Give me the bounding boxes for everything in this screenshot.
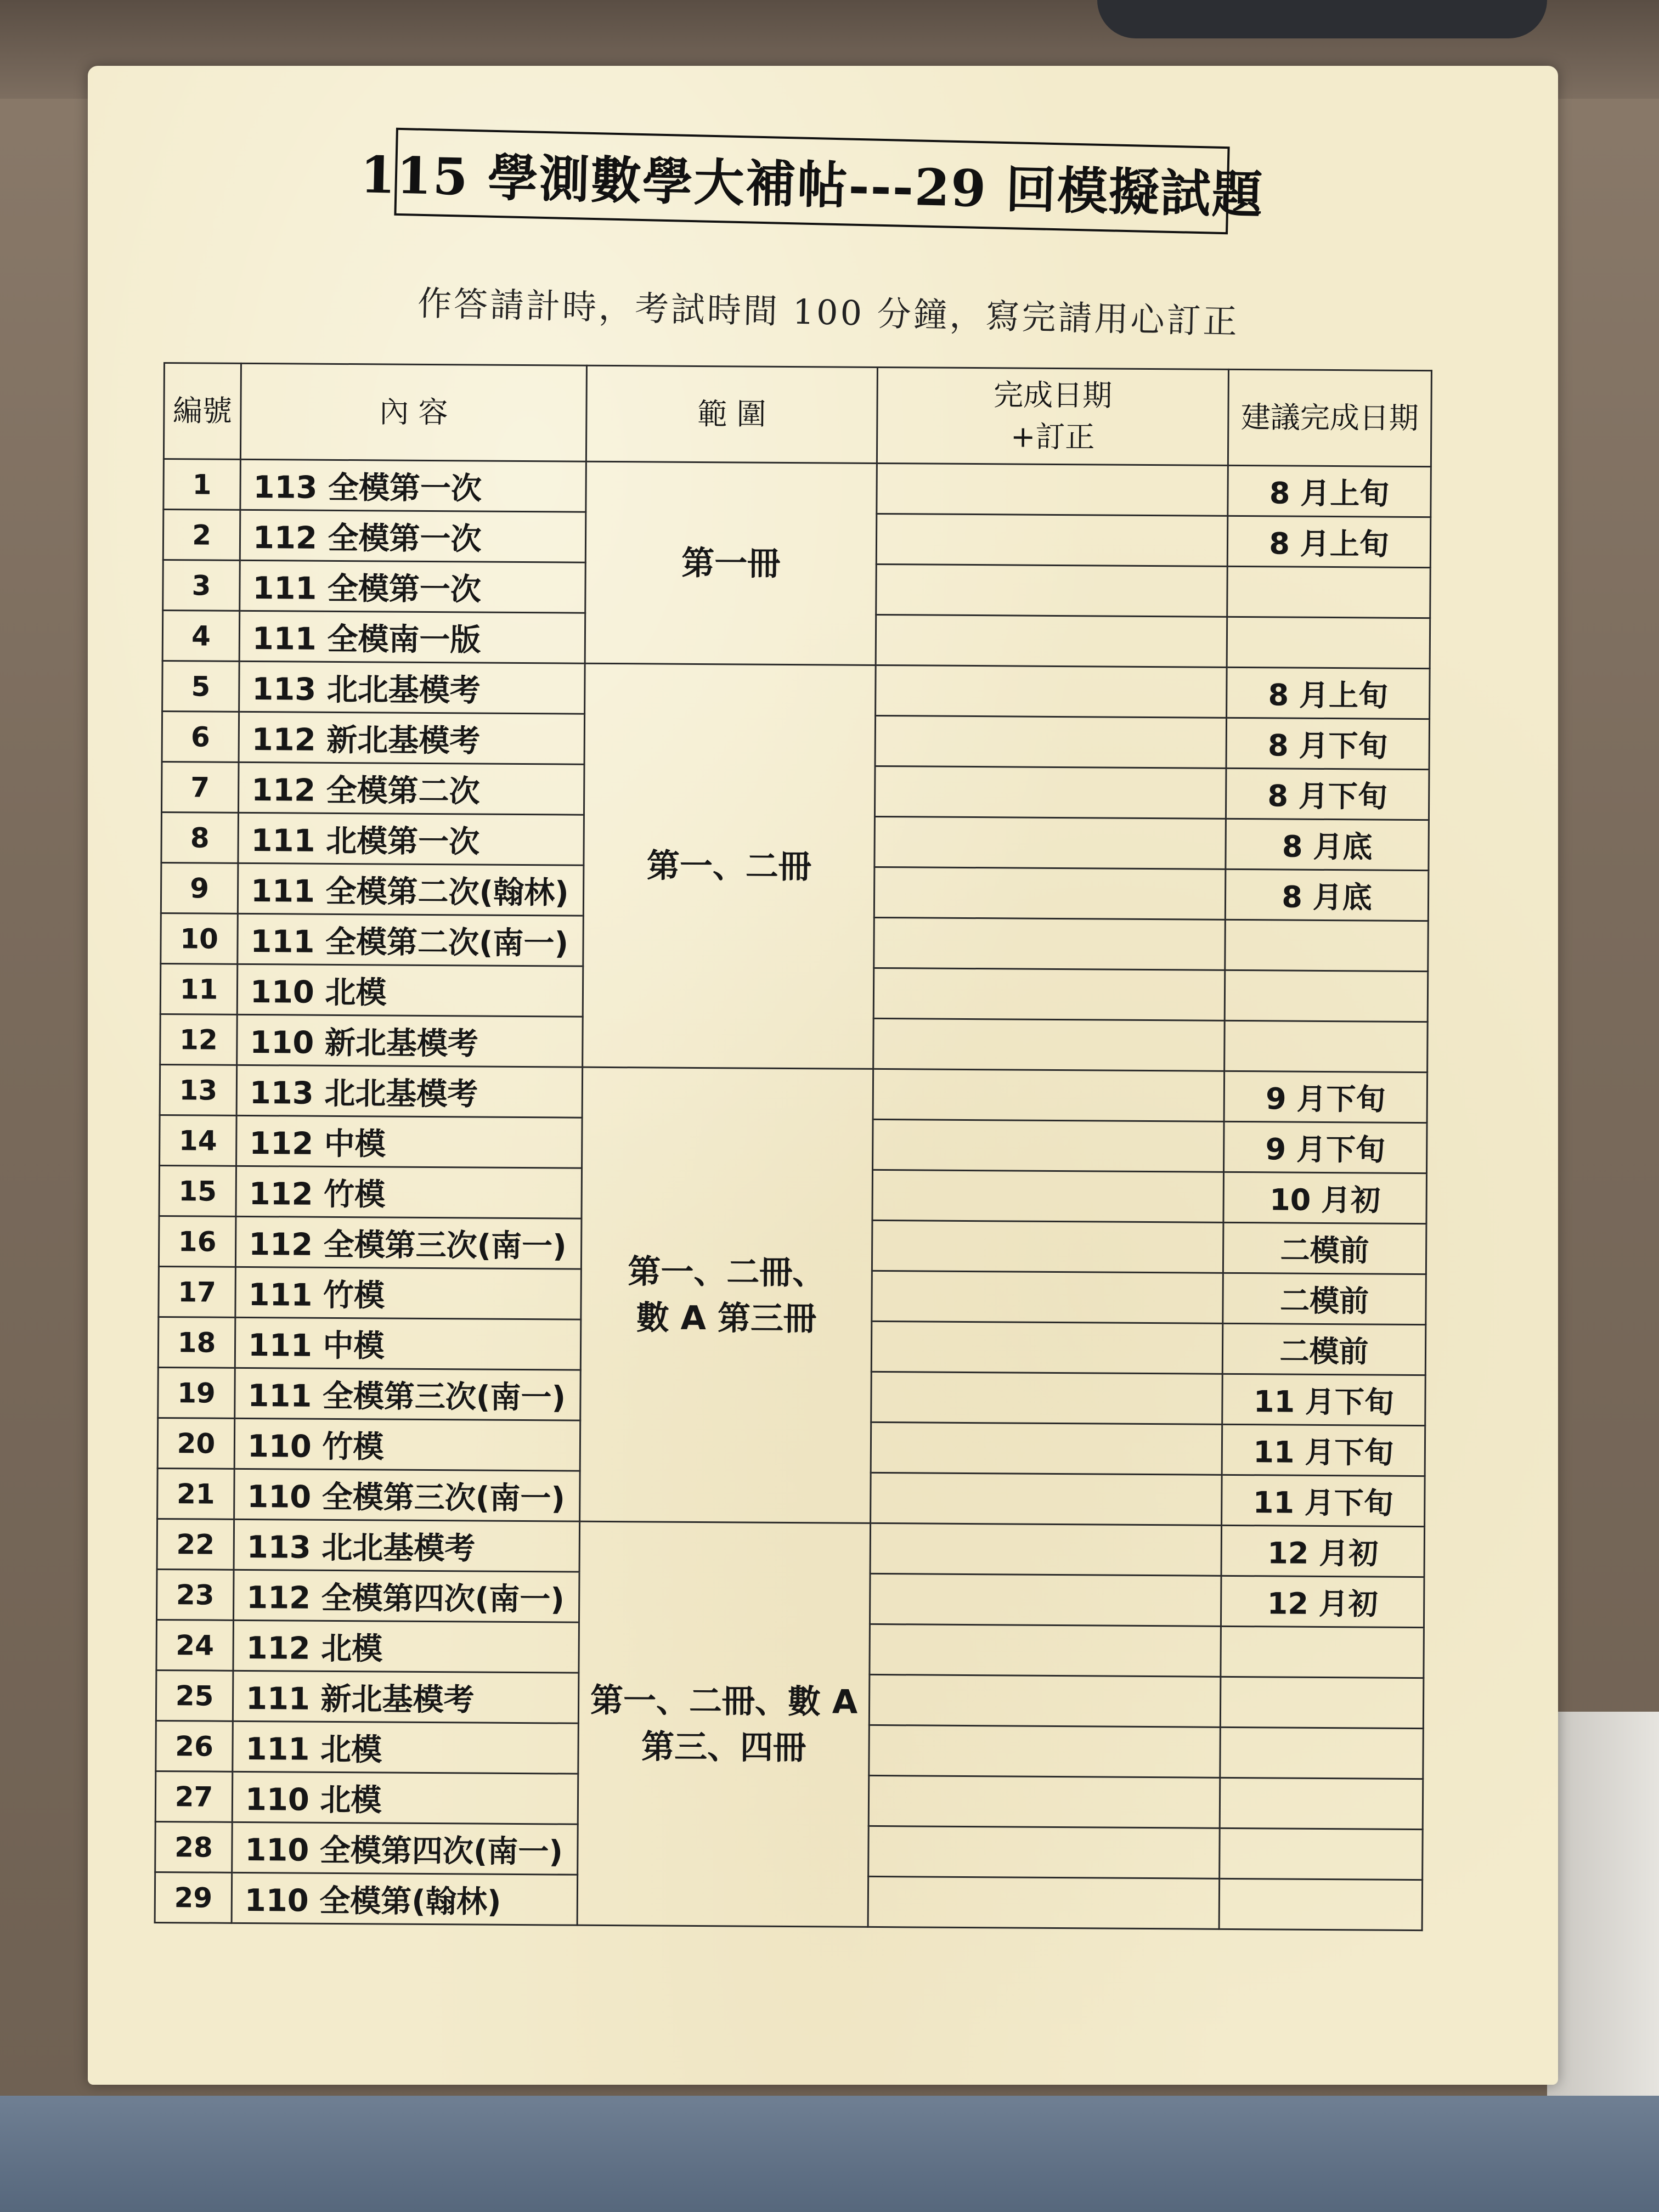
row-no: 22: [157, 1519, 234, 1570]
done-cell: [873, 1018, 1225, 1071]
suggested-date: 12 月初: [1221, 1525, 1425, 1577]
row-content: 112 全模第二次: [238, 762, 584, 815]
suggested-date: [1224, 1020, 1428, 1072]
done-cell: [871, 1321, 1223, 1374]
row-content: 112 北模: [233, 1620, 579, 1673]
row-no: 19: [158, 1367, 235, 1418]
suggested-date: [1220, 1727, 1424, 1779]
suggested-date: [1225, 919, 1429, 971]
suggested-date: [1220, 1778, 1423, 1829]
done-cell: [870, 1573, 1221, 1626]
row-content: 113 北北基模考: [234, 1519, 580, 1572]
row-no: 27: [155, 1771, 233, 1822]
row-content: 110 竹模: [234, 1418, 580, 1471]
suggested-date: 二模前: [1223, 1222, 1426, 1274]
row-no: 11: [160, 963, 238, 1014]
header-done-line1: 完成日期: [993, 377, 1113, 413]
row-no: 24: [156, 1620, 234, 1671]
row-no: 1: [163, 459, 241, 510]
schedule-table: [154, 362, 1432, 1931]
suggested-date: 11 月下旬: [1222, 1374, 1426, 1425]
row-content: 111 北模第一次: [238, 812, 584, 865]
range-label: 第一、二冊、數 A: [590, 1681, 858, 1722]
row-content: 111 全模第三次(南一): [235, 1368, 581, 1420]
suggested-date: [1224, 970, 1428, 1022]
table-row: [162, 661, 1430, 719]
row-content: 111 全模南一版: [239, 611, 585, 663]
done-cell: [872, 1170, 1224, 1222]
suggested-date: 12 月初: [1221, 1576, 1424, 1627]
suggested-date: 9 月下旬: [1224, 1121, 1427, 1173]
row-no: 14: [160, 1115, 237, 1166]
done-cell: [870, 1624, 1221, 1677]
row-content: 111 中模: [235, 1317, 581, 1370]
suggested-date: 8 月底: [1226, 819, 1429, 870]
subtitle: 作答請計時，考試時間 100 分鐘，寫完請用心訂正: [417, 283, 1240, 342]
row-no: 10: [161, 913, 238, 964]
row-content: 112 中模: [236, 1115, 583, 1168]
row-no: 28: [155, 1821, 233, 1872]
row-no: 6: [162, 711, 239, 762]
row-no: 7: [161, 761, 239, 812]
row-content: 110 全模第(翰林): [232, 1872, 578, 1925]
row-no: 8: [161, 812, 239, 863]
suggested-date: 8 月底: [1225, 869, 1429, 921]
row-no: 17: [159, 1266, 236, 1317]
row-no: 26: [156, 1720, 233, 1771]
suggested-date: [1227, 617, 1430, 668]
row-no: 20: [157, 1418, 235, 1469]
row-content: 112 全模第四次(南一): [233, 1570, 579, 1622]
row-no: 25: [156, 1670, 233, 1721]
row-content: 113 北北基模考: [239, 661, 585, 714]
row-no: 18: [158, 1317, 235, 1368]
done-cell: [875, 715, 1227, 768]
suggested-date: 10 月初: [1223, 1172, 1427, 1223]
done-cell: [876, 614, 1227, 667]
suggested-date: [1219, 1878, 1423, 1930]
done-cell: [873, 1119, 1224, 1172]
row-content: 111 全模第二次(翰林): [238, 863, 584, 916]
range-label-line2: 第三、四冊: [641, 1727, 806, 1767]
suggested-date: [1220, 1677, 1424, 1728]
done-cell: [874, 766, 1226, 819]
done-cell: [868, 1775, 1220, 1828]
done-cell: [874, 917, 1226, 970]
row-content: 112 全模第三次(南一): [235, 1216, 582, 1269]
done-cell: [868, 1876, 1220, 1929]
suggested-date: 8 月上旬: [1228, 465, 1431, 517]
row-content: 112 全模第一次: [240, 510, 586, 562]
done-cell: [868, 1826, 1220, 1878]
done-cell: [872, 1220, 1223, 1273]
done-cell: [874, 867, 1226, 919]
done-cell: [874, 816, 1226, 869]
row-no: 5: [162, 661, 240, 712]
range-cell: [585, 461, 877, 665]
table-row: [160, 1064, 1427, 1122]
row-no: 13: [160, 1064, 237, 1115]
range-cell: [583, 663, 876, 1069]
done-cell: [876, 564, 1228, 617]
row-content: 111 竹模: [235, 1267, 582, 1319]
row-no: 9: [161, 862, 238, 913]
row-no: 23: [156, 1569, 234, 1620]
header-row: [163, 363, 1431, 467]
header-content: 內 容: [240, 363, 586, 461]
done-cell: [876, 665, 1227, 718]
done-cell: [871, 1422, 1222, 1475]
row-no: 12: [160, 1014, 238, 1065]
done-cell: [873, 968, 1225, 1020]
row-content: 111 北模: [233, 1721, 579, 1774]
row-no: 16: [159, 1216, 236, 1267]
suggested-date: 8 月下旬: [1226, 768, 1429, 820]
row-no: 2: [163, 510, 240, 561]
suggested-date: 11 月下旬: [1222, 1424, 1425, 1476]
done-cell: [876, 514, 1228, 566]
row-no: 29: [155, 1872, 232, 1923]
done-cell: [873, 1069, 1224, 1121]
range-label: 第一冊: [681, 544, 781, 583]
range-cell: [577, 1521, 870, 1927]
range-label-line2: 數 A 第三冊: [636, 1298, 817, 1338]
booklet-cover: [88, 66, 1558, 2085]
range-label: 第一、二冊、: [628, 1252, 826, 1292]
header-no: 編號: [163, 363, 241, 460]
header-suggested: 建議完成日期: [1228, 369, 1431, 466]
header-range: 範 圍: [586, 365, 877, 463]
table-row: [163, 459, 1431, 517]
row-content: 111 全模第一次: [240, 560, 586, 613]
row-content: 112 新北基模考: [239, 712, 585, 764]
done-cell: [870, 1523, 1222, 1576]
row-content: 110 全模第四次(南一): [232, 1822, 578, 1875]
suggested-date: 8 月上旬: [1227, 516, 1431, 567]
lap-fabric: [0, 2096, 1659, 2212]
row-content: 113 北北基模考: [236, 1065, 583, 1118]
done-cell: [869, 1725, 1221, 1778]
row-content: 111 全模第二次(南一): [238, 913, 584, 966]
done-cell: [871, 1372, 1223, 1424]
suggested-date: 8 月上旬: [1227, 667, 1430, 719]
suggested-date: 二模前: [1223, 1273, 1426, 1324]
range-label: 第一、二冊: [646, 846, 812, 886]
table-row: [157, 1519, 1425, 1577]
row-content: 110 北模: [237, 964, 583, 1017]
done-cell: [871, 1472, 1222, 1525]
suggested-date: [1227, 566, 1431, 618]
row-content: 110 全模第三次(南一): [234, 1469, 580, 1521]
suggested-date: [1221, 1626, 1424, 1678]
row-no: 4: [162, 611, 240, 662]
row-no: 15: [159, 1165, 236, 1216]
row-content: 112 竹模: [236, 1166, 582, 1218]
header-done: [877, 367, 1228, 465]
row-content: 110 北模: [232, 1771, 578, 1824]
row-no: 21: [157, 1468, 235, 1519]
row-content: 113 全模第一次: [240, 459, 586, 512]
row-no: 3: [163, 560, 240, 611]
suggested-date: 二模前: [1222, 1323, 1426, 1375]
row-content: 111 新北基模考: [233, 1671, 579, 1723]
page-title: 115 學測數學大補帖---29 回模擬試題: [394, 128, 1229, 234]
done-cell: [872, 1271, 1223, 1323]
done-cell: [869, 1674, 1221, 1727]
header-done-line2: +訂正: [1010, 419, 1095, 455]
row-content: 110 新北基模考: [237, 1014, 583, 1067]
suggested-date: 8 月下旬: [1226, 718, 1430, 769]
suggested-date: 9 月下旬: [1224, 1071, 1427, 1122]
done-cell: [877, 463, 1228, 516]
range-cell: [580, 1067, 873, 1523]
suggested-date: [1220, 1828, 1423, 1880]
dark-object: [1097, 0, 1547, 38]
suggested-date: 11 月下旬: [1222, 1475, 1425, 1526]
